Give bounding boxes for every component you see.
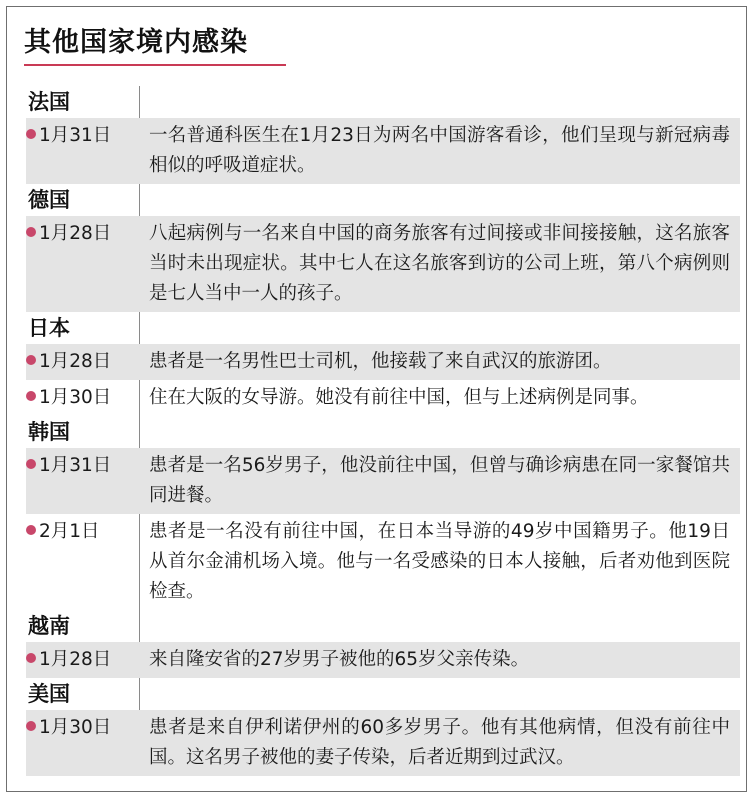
case-entry [26, 216, 740, 312]
case-date [26, 216, 139, 312]
title-underline [24, 64, 286, 66]
case-entry [26, 448, 740, 514]
bullet-dot-icon [26, 653, 36, 663]
case-date [26, 380, 139, 416]
section-germany [26, 184, 740, 312]
case-entry [26, 344, 740, 380]
case-date [26, 448, 139, 514]
case-description: 患者是一名男性巴士司机，他接载了来自武汉的旅游团。 [149, 351, 612, 372]
bullet-dot-icon [26, 355, 36, 365]
case-date-text: 1月30日 [39, 387, 112, 408]
bullet-dot-icon [26, 721, 36, 731]
section-usa [26, 678, 740, 776]
section-france [26, 86, 740, 184]
case-description: 患者是一名56岁男子，他没前往中国，但曾与确诊病患在同一家餐馆共同进餐。 [149, 455, 730, 506]
section-japan [26, 312, 740, 416]
section-korea [26, 416, 740, 610]
bullet-dot-icon [26, 525, 36, 535]
case-description: 住在大阪的女导游。她没有前往中国，但与上述病例是同事。 [149, 387, 649, 408]
page-title: 其他国家境内感染 [24, 27, 248, 58]
case-date [26, 344, 139, 380]
bullet-dot-icon [26, 391, 36, 401]
country-heading: 韩国 [28, 420, 70, 444]
case-entry [26, 642, 740, 678]
case-date [26, 118, 139, 184]
case-entry [26, 514, 740, 610]
case-description: 来自隆安省的27岁男子被他的65岁父亲传染。 [149, 649, 530, 670]
case-date-text: 2月1日 [39, 521, 100, 542]
case-description: 患者是一名没有前往中国，在日本当导游的49岁中国籍男子。他19日从首尔金浦机场入境。他与一名受感染的日本人接触，后者劝他到医院检查。 [149, 521, 730, 602]
country-heading: 越南 [28, 614, 70, 638]
case-date-text: 1月31日 [39, 455, 112, 476]
case-description: 一名普通科医生在1月23日为两名中国游客看诊，他们呈现与新冠病毒相似的呼吸道症状。 [149, 125, 730, 176]
case-entry [26, 380, 740, 416]
case-description: 患者是来自伊利诺伊州的60多岁男子。他有其他病情，但没有前往中国。这名男子被他的妻子传染，后者近期到过武汉。 [149, 717, 730, 768]
case-date [26, 710, 139, 776]
case-date-text: 1月28日 [39, 351, 112, 372]
case-date-text: 1月28日 [39, 649, 112, 670]
case-date-text: 1月28日 [39, 223, 112, 244]
case-date-text: 1月31日 [39, 125, 112, 146]
case-date-text: 1月30日 [39, 717, 112, 738]
case-entry [26, 118, 740, 184]
section-vietnam [26, 610, 740, 678]
country-heading: 法国 [28, 90, 70, 114]
case-date [26, 514, 139, 610]
country-heading: 德国 [28, 188, 70, 212]
country-heading: 美国 [28, 682, 70, 706]
bullet-dot-icon [26, 459, 36, 469]
country-heading: 日本 [28, 316, 70, 340]
case-list [26, 86, 740, 776]
case-date [26, 642, 139, 678]
case-entry [26, 710, 740, 776]
case-description: 八起病例与一名来自中国的商务旅客有过间接或非间接接触，这名旅客当时未出现症状。其中七人在这名旅客到访的公司上班，第八个病例则是七人当中一人的孩子。 [149, 223, 730, 304]
bullet-dot-icon [26, 129, 36, 139]
bullet-dot-icon [26, 227, 36, 237]
